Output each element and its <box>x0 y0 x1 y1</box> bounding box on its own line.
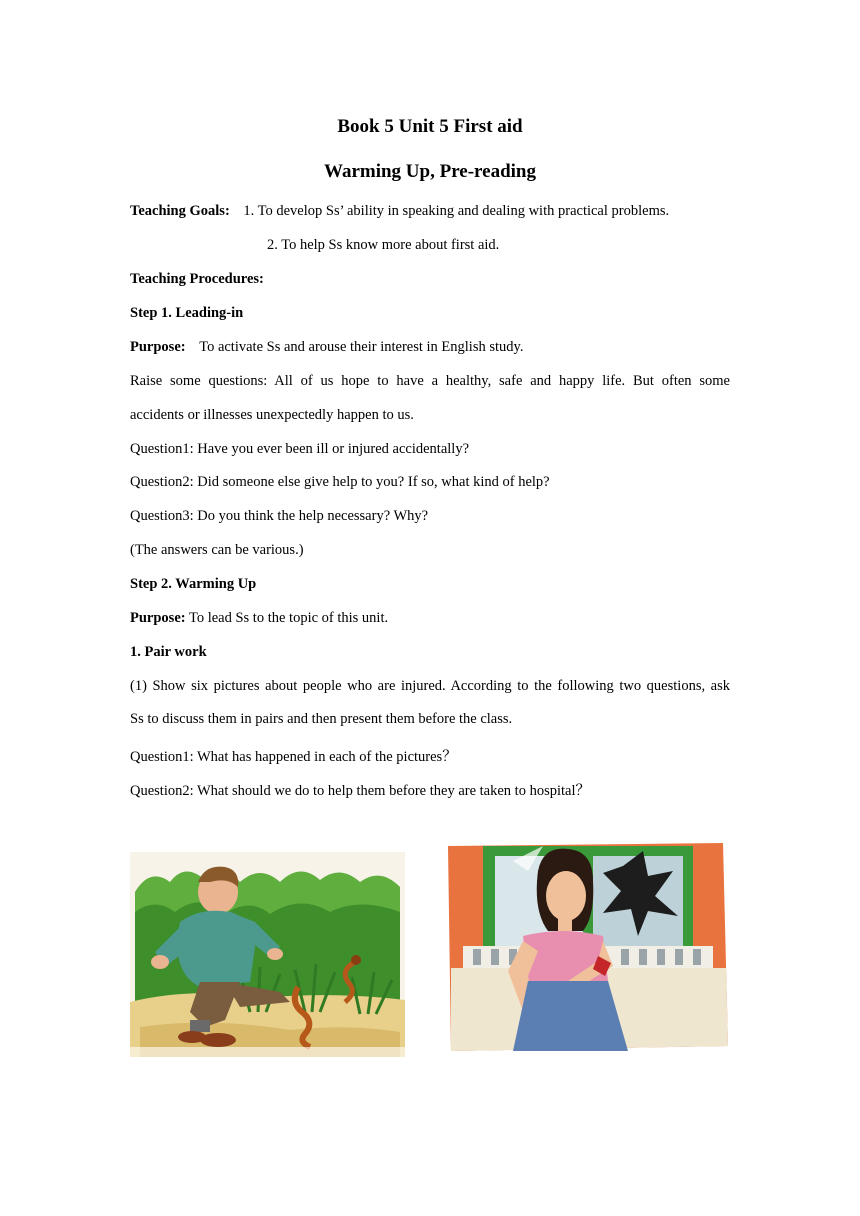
step1-question1: Question1: Have you ever been ill or injured accidentally? <box>130 441 470 457</box>
step2-purpose <box>130 610 730 627</box>
step2-heading: Step 2. Warming Up <box>130 576 257 592</box>
pair-work-question1: Question1: What has happened in each of the pictures？ <box>130 749 457 765</box>
teaching-goal-1: 1. To develop Ss’ ability in speaking and dealing with practical problems. <box>243 203 670 219</box>
step1-paragraph-line1: Raise some questions: All of us hope to have a healthy, safe and happy life. But often some <box>130 373 730 389</box>
document-title: Book 5 Unit 5 First aid <box>337 116 523 137</box>
step1-purpose-text: To activate Ss and arouse their interest in English study. <box>199 339 524 355</box>
document-subtitle: Warming Up, Pre-reading <box>324 161 536 182</box>
step1-heading: Step 1. Leading-in <box>130 305 244 321</box>
step1-purpose-label: Purpose: <box>130 339 186 355</box>
pair-work-heading: 1. Pair work <box>130 644 207 660</box>
step2-purpose-label: Purpose: <box>130 610 186 626</box>
teaching-goals-line <box>130 203 730 220</box>
pair-work-question2: Question2: What should we do to help them before they are taken to hospital？ <box>130 783 590 799</box>
step1-purpose <box>130 339 730 356</box>
snake-bite-illustration <box>130 852 405 1057</box>
step1-question3: Question3: Do you think the help necessary? Why? <box>130 508 429 524</box>
broken-window-injury-illustration <box>443 841 730 1056</box>
teaching-goals-label: Teaching Goals: <box>130 203 230 219</box>
broken-window-drawing <box>443 841 730 1056</box>
teaching-procedures-heading: Teaching Procedures: <box>130 271 264 287</box>
pair-work-paragraph-line2: Ss to discuss them in pairs and then present them before the class. <box>130 711 513 727</box>
pair-work-paragraph-line1: (1) Show six pictures about people who are injured. According to the following two questions, ask <box>130 678 730 694</box>
snake-bite-drawing <box>130 852 405 1057</box>
step2-purpose-text: To lead Ss to the topic of this unit. <box>188 610 389 626</box>
step1-paragraph-line2: accidents or illnesses unexpectedly happen to us. <box>130 407 414 423</box>
teaching-goal-2: 2. To help Ss know more about first aid. <box>267 237 500 253</box>
step1-note: (The answers can be various.) <box>130 542 304 558</box>
step1-question2: Question2: Did someone else give help to you? If so, what kind of help? <box>130 474 550 490</box>
